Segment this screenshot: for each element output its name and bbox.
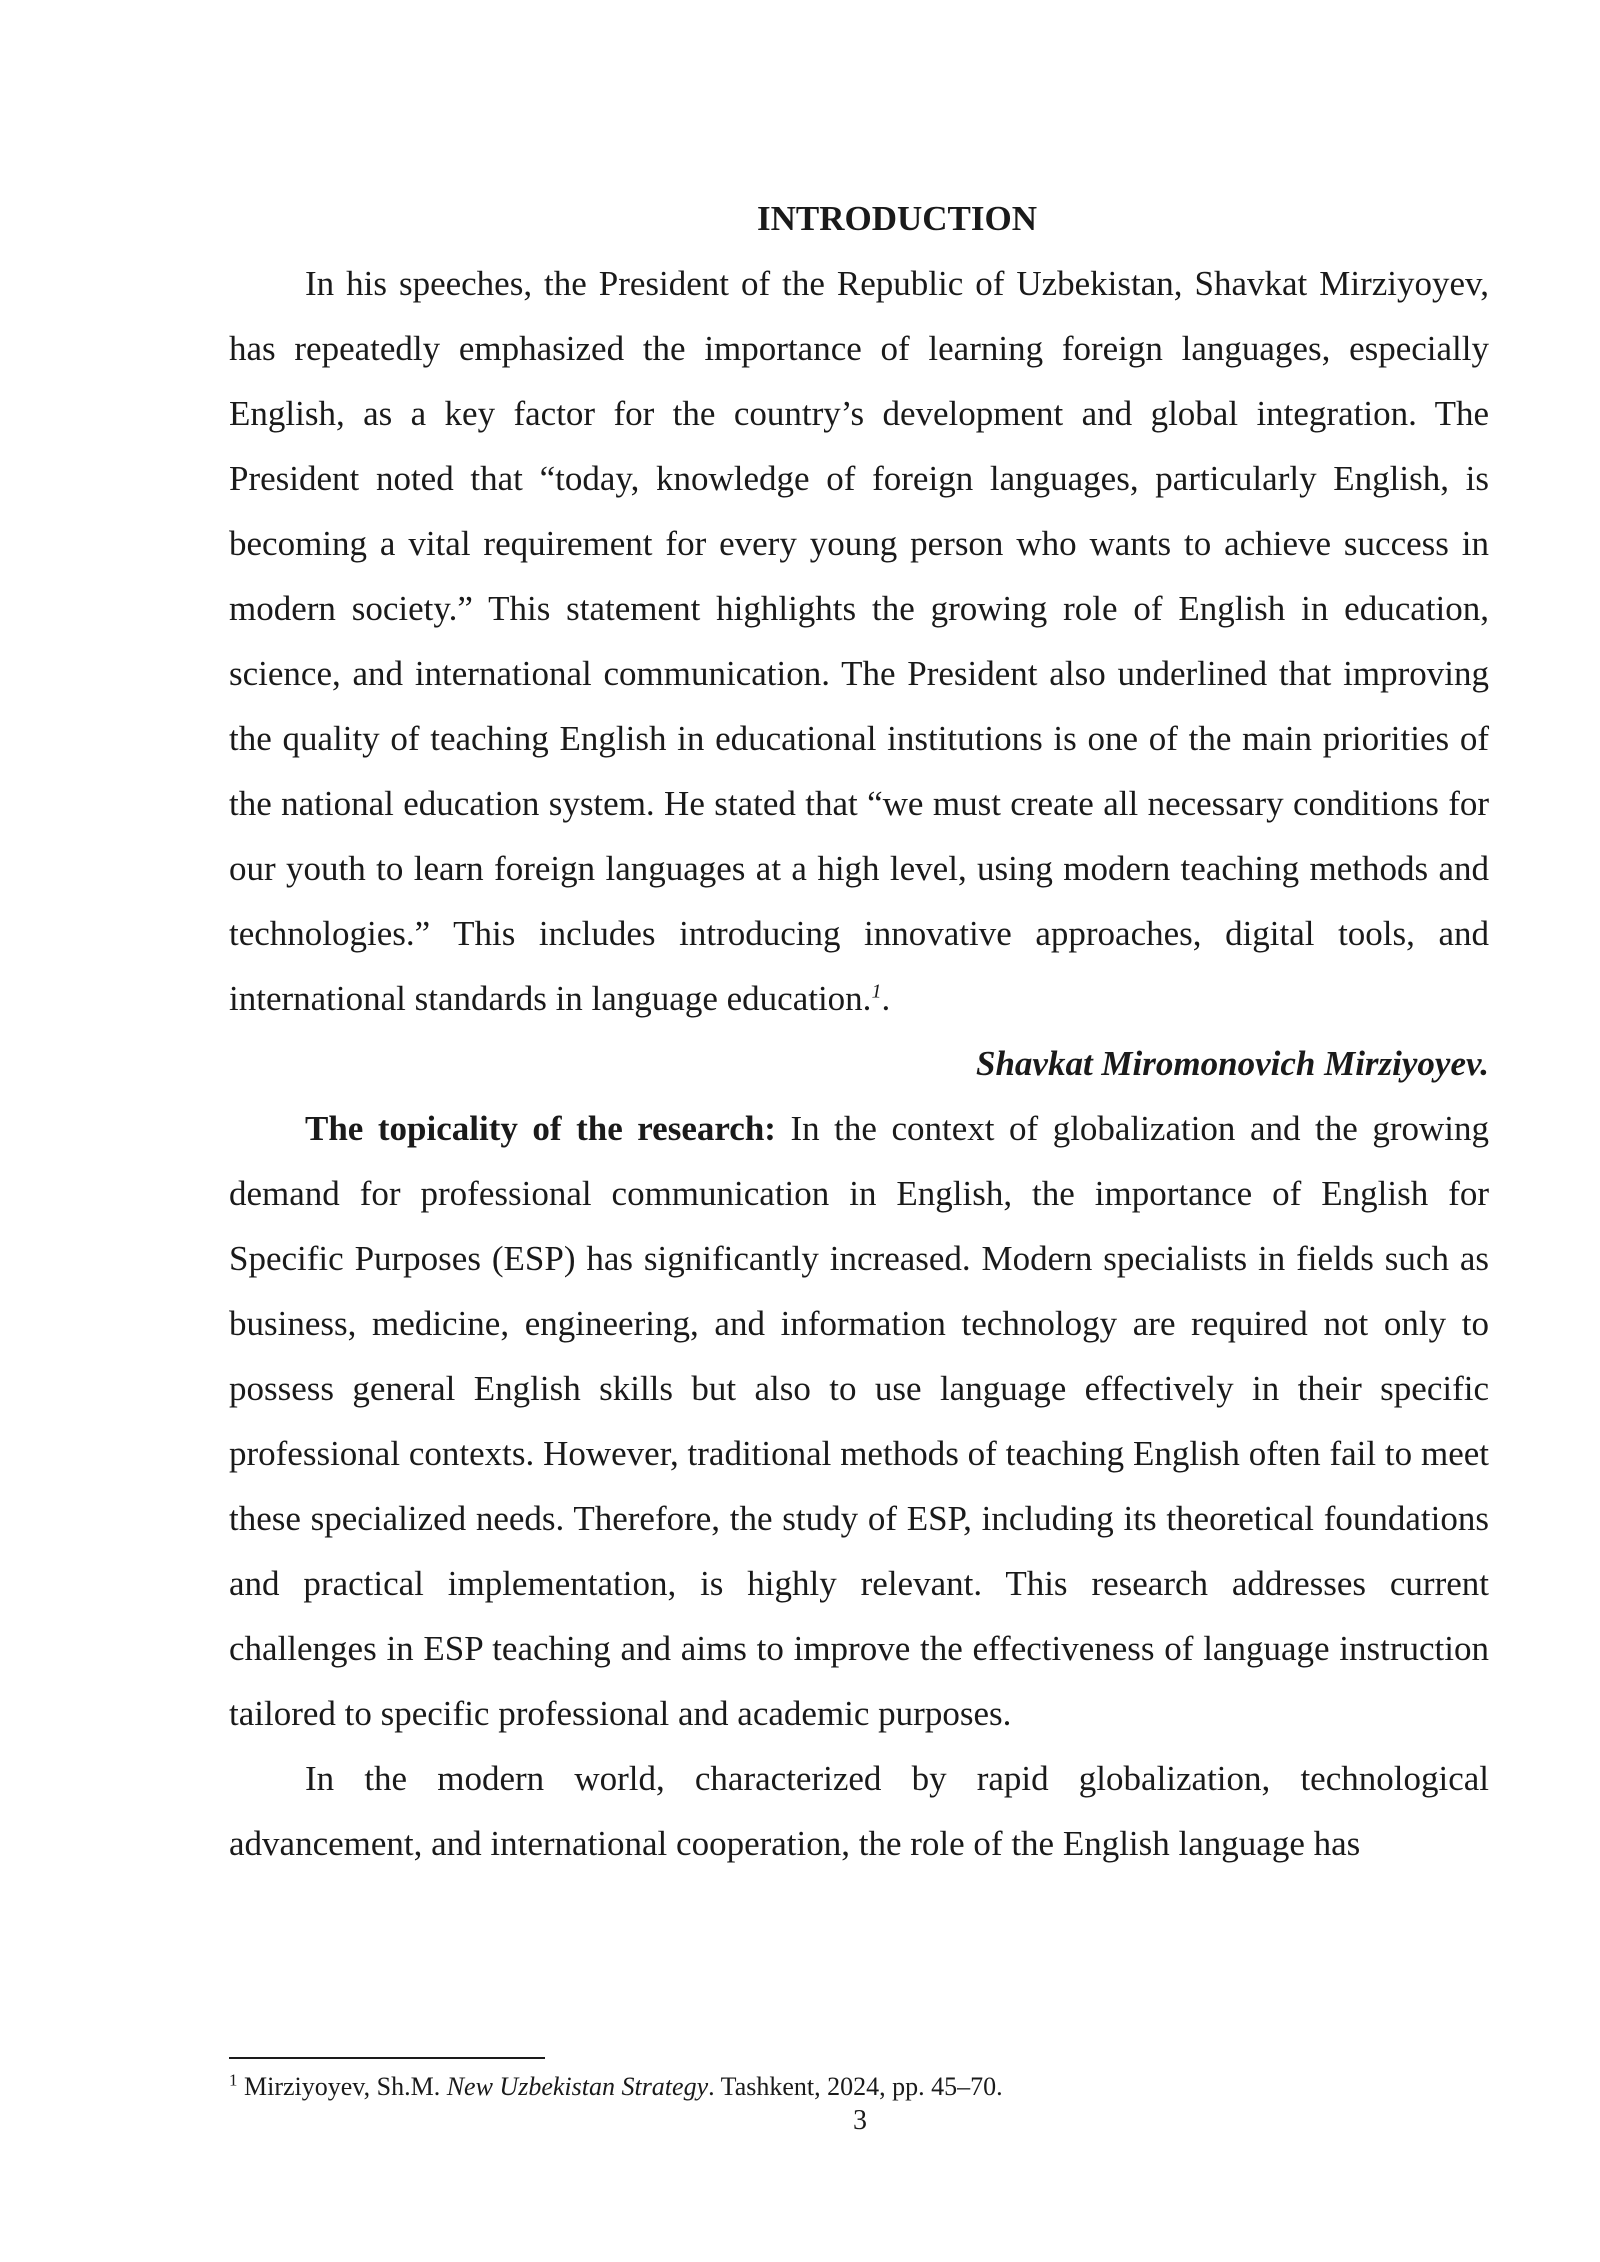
footnote-mark: 1	[229, 2070, 238, 2090]
paragraph-end-punctuation: .	[881, 979, 891, 1018]
footnote-divider	[229, 2057, 545, 2059]
paragraph-topicality	[229, 1096, 1489, 1746]
footnote-reference[interactable]: 1	[871, 980, 882, 1003]
page-body	[229, 186, 1489, 1876]
section-heading: INTRODUCTION	[756, 199, 1038, 238]
paragraph-modern-world: In the modern world, characterized by rapid globalization, technological advancement, and international cooperation, the role of the English language has	[229, 1759, 1489, 1863]
paragraph-text: In his speeches, the President of the Republic of Uzbekistan, Shavkat Mirziyoyev, has repeatedly emphasized the importance of learning foreign languages, especially English, as a key factor for the country’s development and global integration. The President noted that “today, knowledge of foreign languages, particularly English, is becoming a vital requirement for every young person who wants to achieve success in modern society.” This statement highlights the growing role of English in education, science, and international communication. The President also underlined that improving the quality of teaching English in educational institutions is one of the main priorities of the national education system. He stated that “we must create all necessary conditions for our youth to learn foreign languages at a high level, using modern teaching methods and technologies.” This includes introducing innovative approaches, digital tools, and international standards in language education.	[229, 264, 1489, 1018]
footnote	[229, 2070, 1489, 2104]
page-number: 3	[853, 2105, 867, 2136]
footnote-title: New Uzbekistan Strategy	[446, 2072, 709, 2101]
paragraph-president-quote	[229, 251, 1489, 1031]
quote-attribution: Shavkat Miromonovich Mirziyoyev.	[975, 1044, 1489, 1083]
topicality-lead: The topicality of the research:	[305, 1109, 776, 1148]
topicality-text: In the context of globalization and the growing demand for professional communication in English, the importance of English for Specific Purposes (ESP) has significantly increased. Modern specialists in fields such as business, medicine, engineering, and information technology are required not only to possess general English skills but also to use language effectively in their specific professional contexts. However, traditional methods of teaching English often fail to meet these specialized needs. Therefore, the study of ESP, including its theoretical foundations and practical implementation, is highly relevant. This research addresses current challenges in ESP teaching and aims to improve the effectiveness of language instruction tailored to specific professional and academic purposes.	[229, 1109, 1489, 1733]
footnote-details: . Tashkent, 2024, pp. 45–70.	[708, 2072, 1003, 2101]
footnote-author: Mirziyoyev, Sh.M.	[237, 2072, 447, 2101]
